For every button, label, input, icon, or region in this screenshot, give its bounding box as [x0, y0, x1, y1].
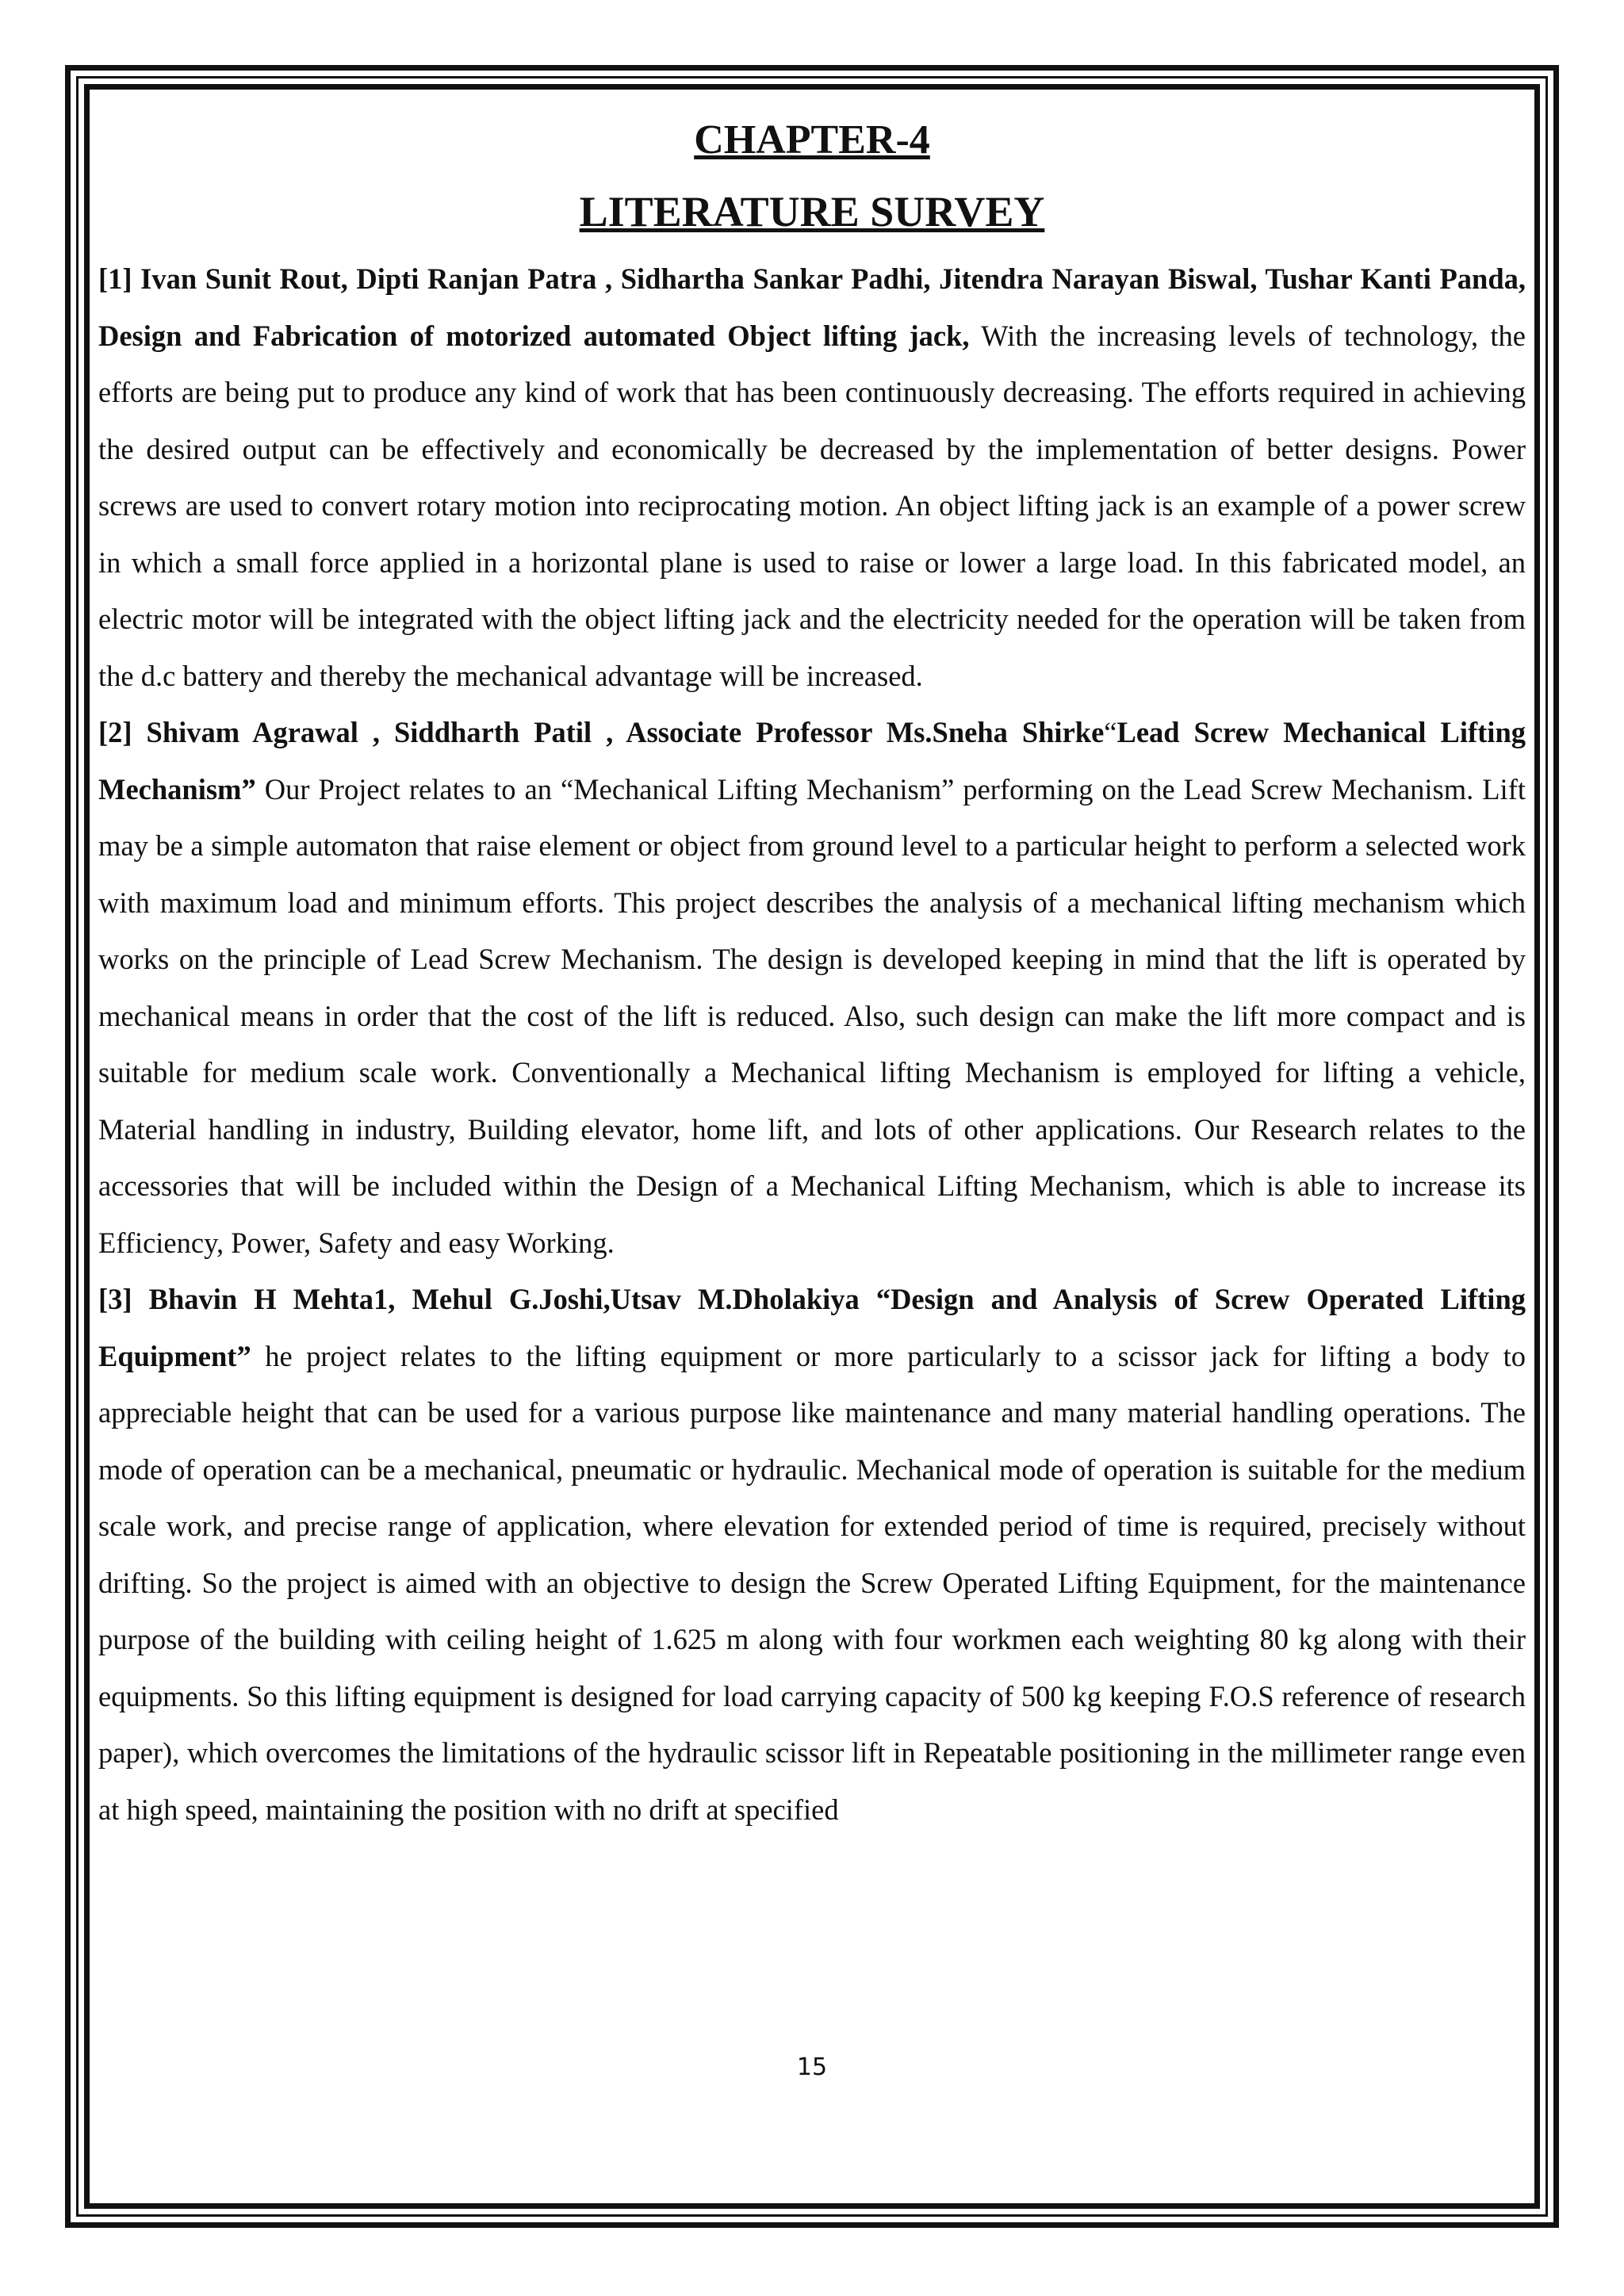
reference-2-heading: [2] Shivam Agrawal , Siddharth Patil , Associate Professor Ms.Sneha Shirke: [98, 716, 1105, 748]
reference-3-body: he project relates to the lifting equipment or more particularly to a scissor jack for lifting a body to appreciable height that can be used for a various purpose like maintenance and many material handling operations. The mode of operation can be a mechanical, pneumatic or hydraulic. Mechanical mode of operation is suitable for the medium scale work, and precise range of application, where elevation for extended period of time is required, precisely without drifting. So the project is aimed with an objective to design the Screw Operated Lifting Equipment, for the maintenance purpose of the building with ceiling height of 1.625 m along with four workmen each weighting 80 kg along with their equipments. So this lifting equipment is designed for load carrying capacity of 500 kg keeping F.O.S reference of research paper), which overcomes the limitations of the hydraulic scissor lift in Repeatable positioning in the millimeter range even at high speed, maintaining the position with no drift at specified: [98, 1339, 1526, 1826]
page-number: 15: [796, 2053, 828, 2081]
reference-2-body: Our Project relates to an “Mechanical Lifting Mechanism” performing on the Lead Screw Mechanism. Lift may be a simple automaton that raise element or object from ground level to a particular height to perform a selected work with maximum load and minimum efforts. This project describes the analysis of a mechanical lifting mechanism which works on the principle of Lead Screw Mechanism. The design is developed keeping in mind that the lift is operated by mechanical means in order that the cost of the lift is reduced. Also, such design can make the lift more compact and is suitable for medium scale work. Conventionally a Mechanical lifting Mechanism is employed for lifting a vehicle, Material handling in industry, Building elevator, home lift, and lots of other applications. Our Research relates to the accessories that will be included within the Design of a Mechanical Lifting Mechanism, which is able to increase its Efficiency, Power, Safety and easy Working.: [98, 772, 1526, 1259]
reference-2-title: Lead Screw Mechanical Lifting Mechanism”: [98, 716, 1526, 806]
reference-3: [98, 1271, 1526, 1838]
chapter-heading: CHAPTER-4: [694, 117, 930, 163]
reference-1-body: With the increasing levels of technology, the efforts are being put to produce any kind of work that has been continuously decreasing. The efforts required in achieving the desired output can be effectively and economically be decreased by the implementation of better designs. Power screws are used to convert rotary motion into reciprocating motion. An object lifting jack is an example of a power screw in which a small force applied in a horizontal plane is used to raise or lower a large load. In this fabricated model, an electric motor will be integrated with the object lifting jack and the electricity needed for the operation will be taken from the d.c battery and thereby the mechanical advantage will be increased.: [98, 319, 1526, 692]
reference-1-heading: [1] Ivan Sunit Rout, Dipti Ranjan Patra , Sidhartha Sankar Padhi, Jitendra Narayan Biswal, Tushar Kanti Panda, Design and Fabrication of motorized automated Object lifting jack,: [98, 262, 1526, 352]
reference-2-quote: “: [1104, 716, 1117, 748]
reference-3-heading: [3] Bhavin H Mehta1, Mehul G.Joshi,Utsav M.Dholakiya “Design and Analysis of Screw Operated Lifting Equipment”: [98, 1283, 1526, 1372]
reference-1: [98, 251, 1526, 704]
page-content: [98, 95, 1526, 1838]
reference-2: [98, 704, 1526, 1271]
section-title: LITERATURE SURVEY: [579, 188, 1045, 235]
